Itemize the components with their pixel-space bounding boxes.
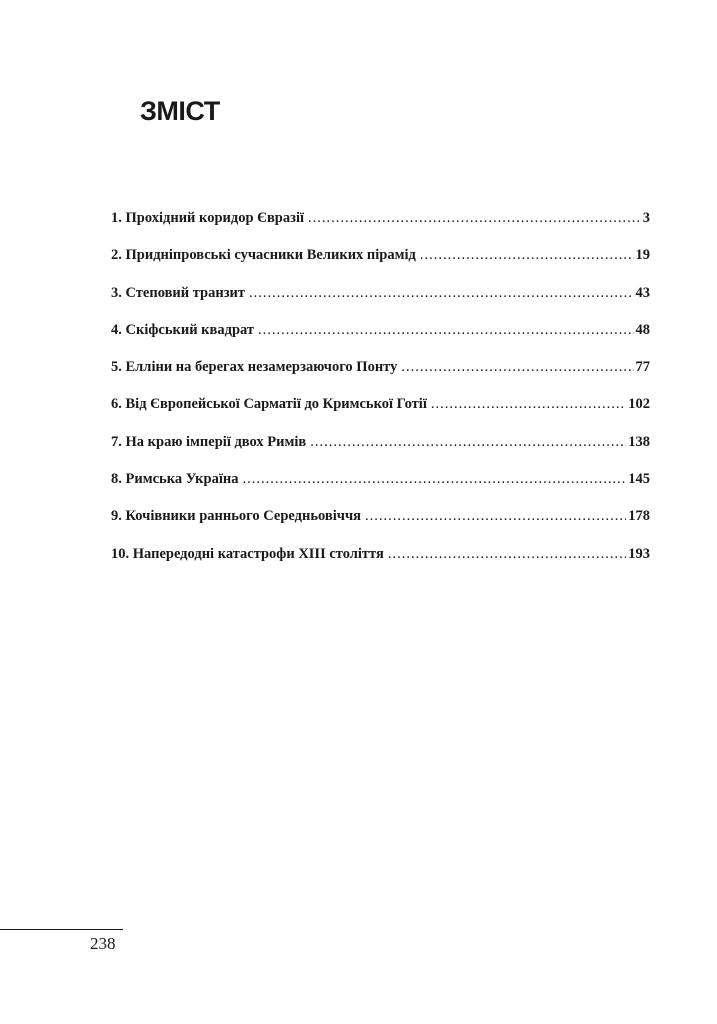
toc-leader-dots	[388, 546, 626, 563]
toc-entry-page: 178	[628, 508, 650, 525]
toc-entry	[111, 210, 650, 247]
toc-entry-title: 8. Римська Україна	[111, 471, 239, 488]
toc-entry	[111, 396, 650, 433]
toc-entry-title: 2. Придніпровські сучасники Великих пірамід	[111, 247, 416, 264]
toc-leader-dots	[310, 434, 626, 451]
toc-entry-title: 7. На краю імперії двох Римів	[111, 433, 307, 450]
toc-entry-title: 5. Елліни на берегах незамерзаючого Понту	[111, 359, 398, 376]
toc-entry-title: 10. Напередодні катастрофи XIII століття	[111, 545, 384, 562]
toc-entry-title: 4. Скіфський квадрат	[111, 321, 255, 338]
toc-entry-page: 138	[628, 433, 650, 450]
toc-entry	[111, 546, 650, 583]
toc-entry-page: 193	[628, 545, 650, 562]
toc-entry-title: 1. Прохідний коридор Євразії	[111, 210, 305, 226]
toc-entry-page: 102	[628, 396, 650, 413]
page-title: ЗМІСТ	[140, 96, 220, 126]
toc-leader-dots	[365, 508, 626, 525]
toc-entry	[111, 322, 650, 359]
toc-entry	[111, 285, 650, 322]
page-number: 238	[90, 934, 116, 953]
toc-entry-page: 48	[635, 321, 650, 338]
footer-divider	[0, 929, 123, 930]
toc-entry	[111, 434, 650, 471]
toc-entry-page: 3	[642, 210, 650, 226]
toc-leader-dots	[431, 396, 626, 413]
toc-entry	[111, 471, 650, 508]
toc-leader-dots	[308, 210, 641, 227]
toc-leader-dots	[420, 247, 634, 264]
toc-entry-page: 145	[628, 471, 650, 488]
toc-leader-dots	[242, 471, 626, 488]
toc-entry-page: 43	[635, 284, 650, 301]
table-of-contents	[111, 210, 650, 583]
toc-leader-dots	[249, 285, 633, 302]
toc-entry	[111, 359, 650, 396]
toc-entry	[111, 247, 650, 284]
toc-entry-page: 77	[635, 359, 650, 376]
toc-leader-dots	[401, 359, 633, 376]
toc-entry-title: 9. Кочівники раннього Середньовіччя	[111, 508, 361, 525]
toc-entry-page: 19	[635, 247, 650, 264]
toc-entry-title: 3. Степовий транзит	[111, 284, 246, 301]
toc-entry-title: 6. Від Європейської Сарматії до Кримської Готії	[111, 396, 427, 413]
toc-leader-dots	[258, 322, 633, 339]
toc-entry	[111, 508, 650, 545]
